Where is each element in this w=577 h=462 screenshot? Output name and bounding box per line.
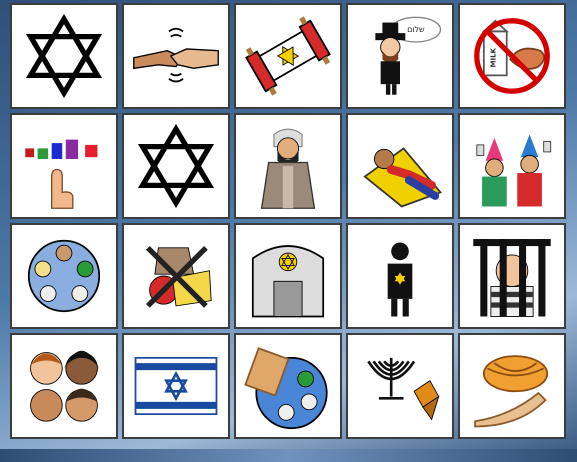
tile-synagogue[interactable] (234, 223, 342, 329)
tile-menorah-dreidel[interactable] (346, 333, 454, 439)
speech-bubble-text: שלום (407, 25, 425, 35)
family-faces-icon (20, 342, 108, 430)
no-milk-with-meat-icon (468, 12, 556, 100)
tile-handshake[interactable] (122, 3, 230, 109)
symbol-board (10, 0, 577, 452)
tile-man-with-star[interactable] (346, 223, 454, 329)
star-of-david-icon (20, 12, 108, 100)
star-of-david-icon (132, 122, 220, 210)
tile-family-faces[interactable] (10, 333, 118, 439)
synagogue-icon (244, 232, 332, 320)
bearded-man-robe-icon (244, 122, 332, 210)
tile-no-milk-with-meat[interactable] (458, 3, 566, 109)
menorah-dreidel-icon (356, 342, 444, 430)
milk-carton-text: MILK (488, 47, 498, 68)
torah-scroll-icon (244, 12, 332, 100)
handshake-icon (132, 12, 220, 100)
tile-bearded-man[interactable] (234, 113, 342, 219)
tile-rabbi-shalom[interactable] (346, 3, 454, 109)
tile-israel-flag[interactable] (122, 333, 230, 439)
prisoner-behind-bars-icon (468, 232, 556, 320)
tile-matzah-seder-plate[interactable] (234, 333, 342, 439)
seder-plate-icon (20, 232, 108, 320)
tile-relaxing-person[interactable] (346, 113, 454, 219)
israel-flag-icon (132, 342, 220, 430)
matzah-seder-plate-icon (244, 342, 332, 430)
man-with-star-icon (356, 232, 444, 320)
tile-seder-plate[interactable] (10, 223, 118, 329)
tile-prisoner[interactable] (458, 223, 566, 329)
tile-star-of-david-2[interactable] (122, 113, 230, 219)
bottom-strip (0, 449, 577, 462)
tile-star-of-david[interactable] (10, 3, 118, 109)
tile-challah-shofar[interactable] (458, 333, 566, 439)
challah-shofar-icon (468, 342, 556, 430)
tile-no-leavened-food[interactable] (122, 223, 230, 329)
tile-party-celebration[interactable] (458, 113, 566, 219)
relaxing-person-icon (356, 122, 444, 210)
party-celebration-icon (468, 122, 556, 210)
no-leavened-food-icon (132, 232, 220, 320)
counting-blocks-icon (20, 122, 108, 210)
rabbi-shalom-icon (356, 12, 444, 100)
tile-counting-blocks[interactable] (10, 113, 118, 219)
tile-torah-scroll[interactable] (234, 3, 342, 109)
